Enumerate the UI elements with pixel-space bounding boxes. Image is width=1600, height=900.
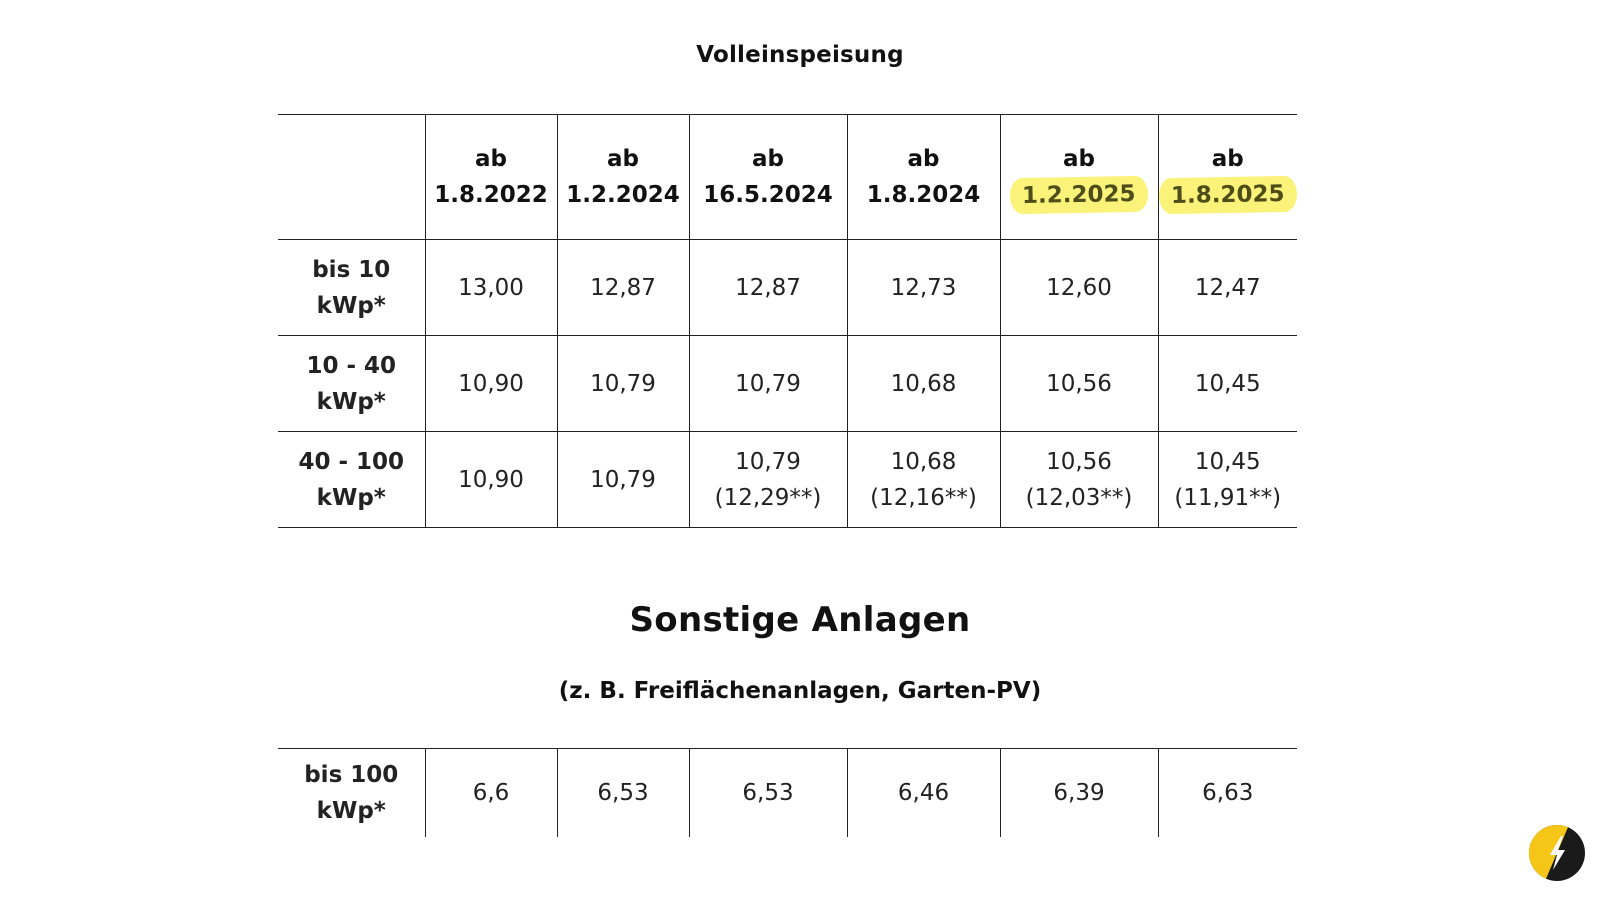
section-subtitle: (z. B. Freiflächenanlagen, Garten-PV)	[558, 678, 1042, 704]
column-header-date-highlighted: 1.2.2025	[1010, 176, 1148, 214]
table-cell	[1000, 336, 1158, 432]
table-cell	[689, 336, 847, 432]
table-cell	[425, 240, 557, 336]
table-row	[278, 336, 1297, 432]
cell-value: 10,90	[458, 370, 524, 397]
table-cell	[1000, 432, 1158, 528]
table-header-row	[278, 115, 1297, 240]
cell-value: 10,56	[1046, 370, 1112, 397]
row-header-label: kWp*	[316, 292, 386, 319]
column-header-date: 1.8.2022	[434, 182, 548, 208]
section-title-sonstige-anlagen: Sonstige Anlagen	[629, 600, 971, 640]
table-cell	[847, 749, 1000, 837]
cell-value: 10,79	[590, 466, 656, 493]
table-cell	[557, 336, 689, 432]
table-cell	[1000, 240, 1158, 336]
cell-value-secondary: (12,16**)	[870, 484, 977, 511]
cell-value: 12,87	[590, 274, 656, 301]
cell-value: 10,79	[590, 370, 656, 397]
row-header-label: kWp*	[316, 388, 386, 415]
cell-value: 10,45	[1194, 370, 1261, 397]
cell-value: 12,60	[1046, 274, 1112, 301]
row-header-cell	[278, 336, 425, 432]
column-header-6	[1158, 115, 1297, 240]
column-header-2	[557, 115, 689, 240]
row-header-label: bis 10	[312, 256, 391, 283]
cell-value: 13,00	[458, 274, 524, 301]
table-cell	[689, 749, 847, 837]
column-header-prefix: ab	[1063, 146, 1095, 172]
row-header-cell	[278, 432, 425, 528]
cell-value-secondary: (11,91**)	[1174, 484, 1282, 511]
column-header-prefix: ab	[907, 146, 940, 172]
cell-value: 6,53	[742, 779, 794, 806]
column-header-prefix: ab	[475, 146, 507, 172]
row-header-label: kWp*	[316, 797, 386, 824]
column-header-date-highlighted: 1.8.2025	[1159, 176, 1297, 214]
table-cell	[557, 749, 689, 837]
cell-value: 10,79	[735, 370, 801, 397]
cell-value: 6,63	[1202, 779, 1254, 806]
column-header-prefix: ab	[752, 146, 784, 172]
cell-value: 12,73	[890, 274, 957, 301]
cell-value: 10,68	[890, 448, 957, 475]
cell-value: 10,90	[458, 466, 524, 493]
table-cell	[425, 749, 557, 837]
corner-header-cell	[278, 115, 425, 240]
section-title-volleinspeisung: Volleinspeisung	[696, 42, 904, 68]
row-header-cell	[278, 749, 425, 837]
table-cell	[847, 240, 1000, 336]
cell-value-secondary: (12,29**)	[714, 484, 822, 511]
cell-value: 10,56	[1046, 448, 1112, 475]
column-header-5	[1000, 115, 1158, 240]
other-installations-table	[278, 748, 1297, 837]
row-header-label: bis 100	[304, 761, 399, 788]
table-row	[278, 240, 1297, 336]
cell-value: 6,46	[897, 779, 950, 806]
column-header-3	[689, 115, 847, 240]
row-header-cell	[278, 240, 425, 336]
cell-value: 12,87	[735, 274, 801, 301]
cell-value: 6,6	[472, 779, 510, 806]
table-cell	[425, 432, 557, 528]
cell-value: 10,68	[890, 370, 957, 397]
cell-value: 10,79	[735, 448, 801, 475]
table-cell	[689, 240, 847, 336]
column-header-date: 16.5.2024	[703, 182, 833, 208]
cell-value-secondary: (12,03**)	[1025, 484, 1133, 511]
table-cell	[557, 432, 689, 528]
column-header-date: 1.8.2024	[866, 182, 981, 208]
table-cell	[557, 240, 689, 336]
row-header-label: 10 - 40	[306, 352, 397, 379]
table-cell	[847, 432, 1000, 528]
cell-value: 6,39	[1053, 779, 1105, 806]
lightning-bolt-logo-icon	[1528, 824, 1586, 882]
table-cell	[1000, 749, 1158, 837]
table-row	[278, 749, 1297, 837]
column-header-prefix: ab	[607, 146, 639, 172]
table-cell	[1158, 336, 1297, 432]
column-header-1	[425, 115, 557, 240]
feed-in-tariff-table	[278, 114, 1297, 528]
row-header-label: kWp*	[316, 484, 386, 511]
table-cell	[1158, 749, 1297, 837]
row-header-label: 40 - 100	[298, 448, 405, 475]
table-cell	[425, 336, 557, 432]
column-header-date: 1.2.2024	[566, 182, 680, 208]
column-header-4	[847, 115, 1000, 240]
table-cell	[1158, 432, 1297, 528]
table-cell	[1158, 240, 1297, 336]
cell-value: 6,53	[597, 779, 649, 806]
table-cell	[689, 432, 847, 528]
table-row	[278, 432, 1297, 528]
cell-value: 10,45	[1194, 448, 1261, 475]
column-header-prefix: ab	[1211, 146, 1244, 172]
cell-value: 12,47	[1194, 274, 1261, 301]
table-cell	[847, 336, 1000, 432]
